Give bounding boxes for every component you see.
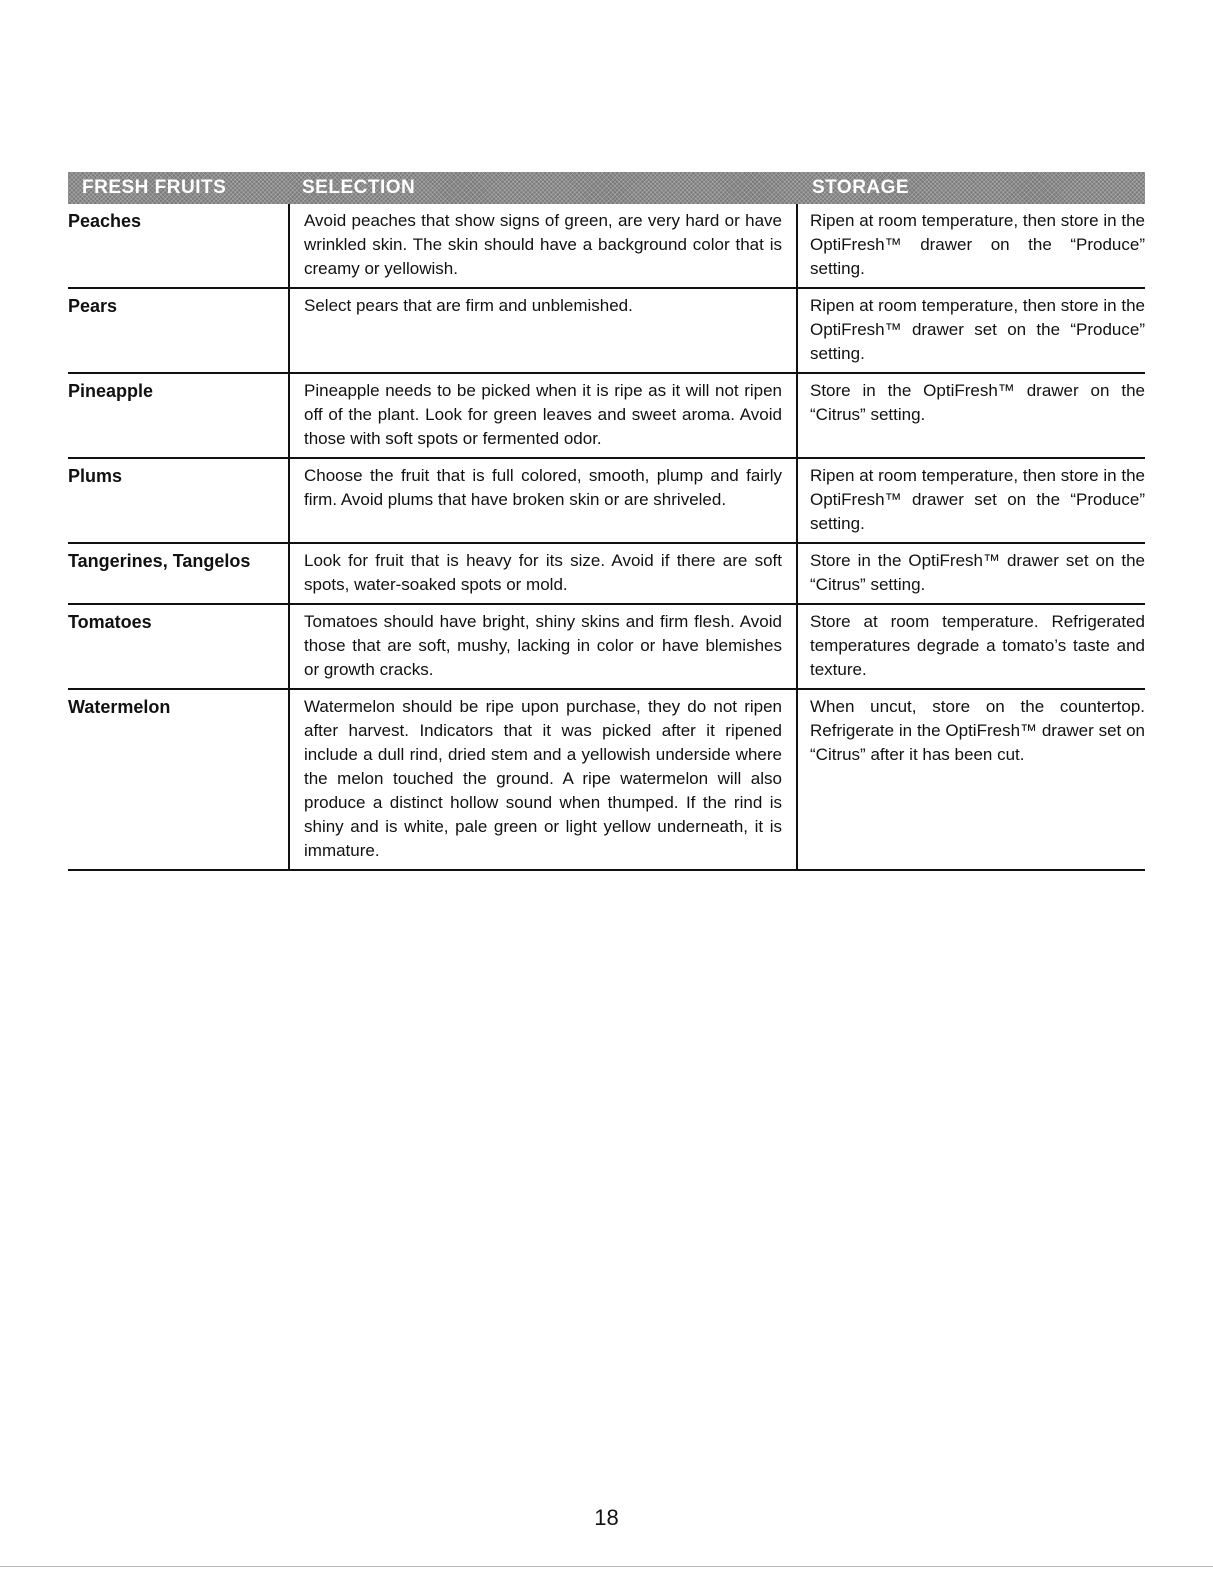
- selection-text: Look for fruit that is heavy for its size. Avoid if there are soft spots, water-soaked spots or mold.: [288, 544, 798, 603]
- storage-text: Store at room temperature. Refrigerated temperatures degrade a tomato’s taste and texture.: [810, 612, 1145, 679]
- storage-text: Ripen at room temperature, then store in the OptiFresh™ drawer set on the “Produce” setting.: [810, 466, 1145, 533]
- fruit-name: Pears: [68, 296, 118, 316]
- table-row: [68, 204, 1145, 289]
- header-selection: SELECTION: [302, 177, 416, 198]
- fruit-storage-table: [68, 172, 1145, 871]
- table-row: [68, 289, 1145, 374]
- fruit-name: Tangerines, Tangelos: [68, 551, 251, 571]
- fruit-name: Tomatoes: [68, 612, 152, 632]
- storage-text: Ripen at room temperature, then store in the OptiFresh™ drawer on the “Produce” setting.: [810, 211, 1145, 278]
- bottom-divider: [0, 1566, 1213, 1567]
- fruit-name: Peaches: [68, 211, 142, 231]
- selection-text: Pineapple needs to be picked when it is ripe as it will not ripen off of the plant. Look for green leaves and sweet aroma. Avoid those with soft spots or fermented odor.: [288, 374, 798, 457]
- table-row: [68, 374, 1145, 459]
- fruit-name: Plums: [68, 466, 123, 486]
- table-row: [68, 690, 1145, 871]
- table-row: [68, 544, 1145, 605]
- fruit-name: Watermelon: [68, 697, 171, 717]
- storage-text: When uncut, store on the countertop. Refrigerate in the OptiFresh™ drawer set on “Citrus” after it has been cut.: [810, 697, 1145, 764]
- table-row: [68, 605, 1145, 690]
- table-row: [68, 459, 1145, 544]
- table-header: [68, 172, 1145, 204]
- selection-text: Choose the fruit that is full colored, smooth, plump and fairly firm. Avoid plums that have broken skin or are shriveled.: [288, 459, 798, 542]
- header-fresh-fruits: FRESH FRUITS: [82, 177, 227, 198]
- selection-text: Tomatoes should have bright, shiny skins and firm flesh. Avoid those that are soft, mushy, lacking in color or have blemishes or growth cracks.: [288, 605, 798, 688]
- selection-text: Avoid peaches that show signs of green, are very hard or have wrinkled skin. The skin should have a background color that is creamy or yellowish.: [288, 204, 798, 287]
- storage-text: Store in the OptiFresh™ drawer set on the “Citrus” setting.: [810, 551, 1145, 594]
- selection-text: Watermelon should be ripe upon purchase, they do not ripen after harvest. Indicators that it was picked after it ripened include a dull rind, dried stem and a yellowish underside where the melon touched the ground. A ripe watermelon will also produce a distinct hollow sound when thumped. If the rind is shiny and is white, pale green or light yellow underneath, it is immature.: [288, 690, 798, 869]
- fruit-name: Pineapple: [68, 381, 154, 401]
- page-number: 18: [594, 1505, 619, 1530]
- header-storage: STORAGE: [812, 177, 910, 198]
- selection-text: Select pears that are firm and unblemished.: [288, 289, 798, 372]
- storage-text: Store in the OptiFresh™ drawer on the “Citrus” setting.: [810, 381, 1145, 424]
- storage-text: Ripen at room temperature, then store in the OptiFresh™ drawer set on the “Produce” setting.: [810, 296, 1145, 363]
